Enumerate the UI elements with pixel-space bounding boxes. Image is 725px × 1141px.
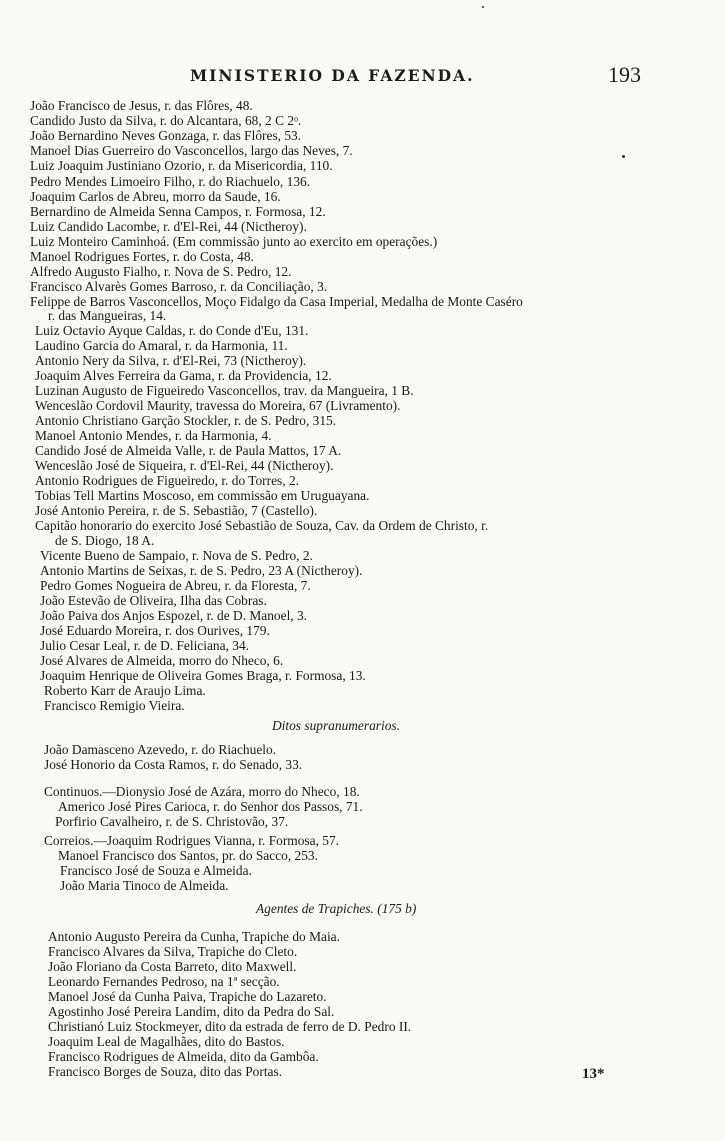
list-item: Manoel Rodrigues Fortes, r. do Costa, 48. [30, 249, 254, 264]
list-item: Correios.—Joaquim Rodrigues Vianna, r. Formosa, 57. [44, 833, 340, 848]
list-item: Capitão honorario do exercito José Sebastião de Souza, Cav. da Ordem de Christo, r. [35, 518, 489, 533]
list-item: Antonio Nery da Silva, r. d'El-Rei, 73 (Nictheroy). [35, 353, 307, 368]
list-item: João Francisco de Jesus, r. das Flôres, 48. [30, 98, 253, 113]
list-item: Americo José Pires Carioca, r. do Senhor dos Passos, 71. [58, 799, 363, 814]
list-item: Antonio Augusto Pereira da Cunha, Trapiche do Maia. [48, 929, 340, 944]
list-item: Candido José de Almeida Valle, r. de Paula Mattos, 17 A. [35, 443, 342, 458]
list-item: Pedro Mendes Limoeiro Filho, r. do Riachuelo, 136. [30, 174, 311, 189]
list-item: Francisco Alvares da Silva, Trapiche do Cleto. [48, 944, 298, 959]
list-item: Antonio Christiano Garção Stockler, r. de S. Pedro, 315. [35, 413, 337, 428]
list-item: Felippe de Barros Vasconcellos, Moço Fidalgo da Casa Imperial, Medalha de Monte Caséro [30, 294, 523, 309]
list-item: João Bernardino Neves Gonzaga, r. das Flôres, 53. [30, 128, 302, 143]
list-item: Luzinan Augusto de Figueiredo Vasconcellos, trav. da Mangueira, 1 B. [35, 383, 414, 398]
list-item: João Damasceno Azevedo, r. do Riachuelo. [44, 742, 277, 757]
list-item: Wenceslão Cordovil Maurity, travessa do Moreira, 67 (Livramento). [35, 398, 401, 413]
list-item: Francisco Alvarès Gomes Barroso, r. da Conciliação, 3. [30, 279, 328, 294]
list-item: Porfirio Cavalheiro, r. de S. Christovão, 37. [55, 814, 289, 829]
list-item: Manoel Dias Guerreiro do Vasconcellos, largo das Neves, 7. [30, 143, 353, 158]
list-item: Tobias Tell Martins Moscoso, em commissão em Uruguayana. [35, 488, 370, 503]
list-item: Joaquim Alves Ferreira da Gama, r. da Providencia, 12. [35, 368, 332, 383]
list-item: Antonio Martins de Seixas, r. de S. Pedro, 23 A (Nictheroy). [40, 563, 363, 578]
list-item: Continuos.—Dionysio José de Azára, morro do Nheco, 18. [44, 784, 360, 799]
list-item: Joaquim Carlos de Abreu, morro da Saude, 16. [30, 189, 281, 204]
list-item: Laudino Garcia do Amaral, r. da Harmonia, 11. [35, 338, 288, 353]
list-item: Joaquim Leal de Magalhães, dito do Bastos. [48, 1034, 285, 1049]
list-item: de S. Diogo, 18 A. [55, 533, 155, 548]
list-item: Manoel Antonio Mendes, r. da Harmonia, 4. [35, 428, 272, 443]
list-item: Manoel Francisco dos Santos, pr. do Sacco, 253. [58, 848, 318, 863]
list-item: Manoel José da Cunha Paiva, Trapiche do Lazareto. [48, 989, 327, 1004]
list-item: Antonio Rodrigues de Figueiredo, r. do Torres, 2. [35, 473, 299, 488]
list-item: José Alvares de Almeida, morro do Nheco, 6. [40, 653, 284, 668]
list-item: Christianó Luiz Stockmeyer, dito da estrada de ferro de D. Pedro II. [48, 1019, 412, 1034]
list-item: Agostinho José Pereira Landim, dito da Pedra do Sal. [48, 1004, 335, 1019]
list-item: Candido Justo da Silva, r. do Alcantara, 68, 2 C 2ᵒ. [30, 113, 302, 128]
print-speck [622, 155, 625, 158]
list-item: João Maria Tinoco de Almeida. [60, 878, 229, 893]
list-item: r. das Mangueiras, 14. [48, 308, 167, 323]
list-item: João Paiva dos Anjos Espozel, r. de D. Manoel, 3. [40, 608, 308, 623]
list-item: Pedro Gomes Nogueira de Abreu, r. da Floresta, 7. [40, 578, 311, 593]
section-heading: Ditos supranumerarios. [272, 718, 400, 733]
list-item: Luiz Octavio Ayque Caldas, r. do Conde d'Eu, 131. [35, 323, 309, 338]
list-item: Francisco Borges de Souza, dito das Portas. [48, 1064, 283, 1079]
page-title: MINISTERIO DA FAZENDA. [190, 66, 475, 85]
list-item: Leonardo Fernandes Pedroso, na 1ª secção. [48, 974, 280, 989]
list-item: Bernardino de Almeida Senna Campos, r. Formosa, 12. [30, 204, 326, 219]
list-item: Francisco Rodrigues de Almeida, dito da Gambôa. [48, 1049, 319, 1064]
list-item: João Estevão de Oliveira, Ilha das Cobras. [40, 593, 267, 608]
list-item: Luiz Monteiro Caminhoá. (Em commissão junto ao exercito em operações.) [30, 234, 438, 249]
page-number: 193 [608, 62, 641, 87]
list-item: Vicente Bueno de Sampaio, r. Nova de S. Pedro, 2. [40, 548, 313, 563]
list-item: Luiz Candido Lacombe, r. d'El-Rei, 44 (Nictheroy). [30, 219, 307, 234]
page-header [0, 62, 725, 90]
list-item: José Honorio da Costa Ramos, r. do Senado, 33. [44, 757, 303, 772]
list-item: João Floriano da Costa Barreto, dito Maxwell. [48, 959, 297, 974]
list-item: Francisco Remigio Vieira. [44, 698, 185, 713]
print-speck [482, 6, 484, 8]
list-item: Alfredo Augusto Fialho, r. Nova de S. Pedro, 12. [30, 264, 292, 279]
list-item: Roberto Karr de Araujo Lima. [44, 683, 206, 698]
list-item: José Eduardo Moreira, r. dos Ourives, 179. [40, 623, 270, 638]
section-heading: Agentes de Trapiches. (175 b) [256, 901, 417, 916]
list-item: José Antonio Pereira, r. de S. Sebastião, 7 (Castello). [35, 503, 318, 518]
list-item: Wenceslão José de Siqueira, r. d'El-Rei, 44 (Nictheroy). [35, 458, 334, 473]
signature-mark: 13* [582, 1066, 605, 1082]
list-item: Francisco José de Souza e Almeida. [60, 863, 252, 878]
list-item: Joaquim Henrique de Oliveira Gomes Braga, r. Formosa, 13. [40, 668, 366, 683]
list-item: Luiz Joaquim Justiniano Ozorio, r. da Misericordia, 110. [30, 158, 333, 173]
list-item: Julio Cesar Leal, r. de D. Feliciana, 34. [40, 638, 249, 653]
